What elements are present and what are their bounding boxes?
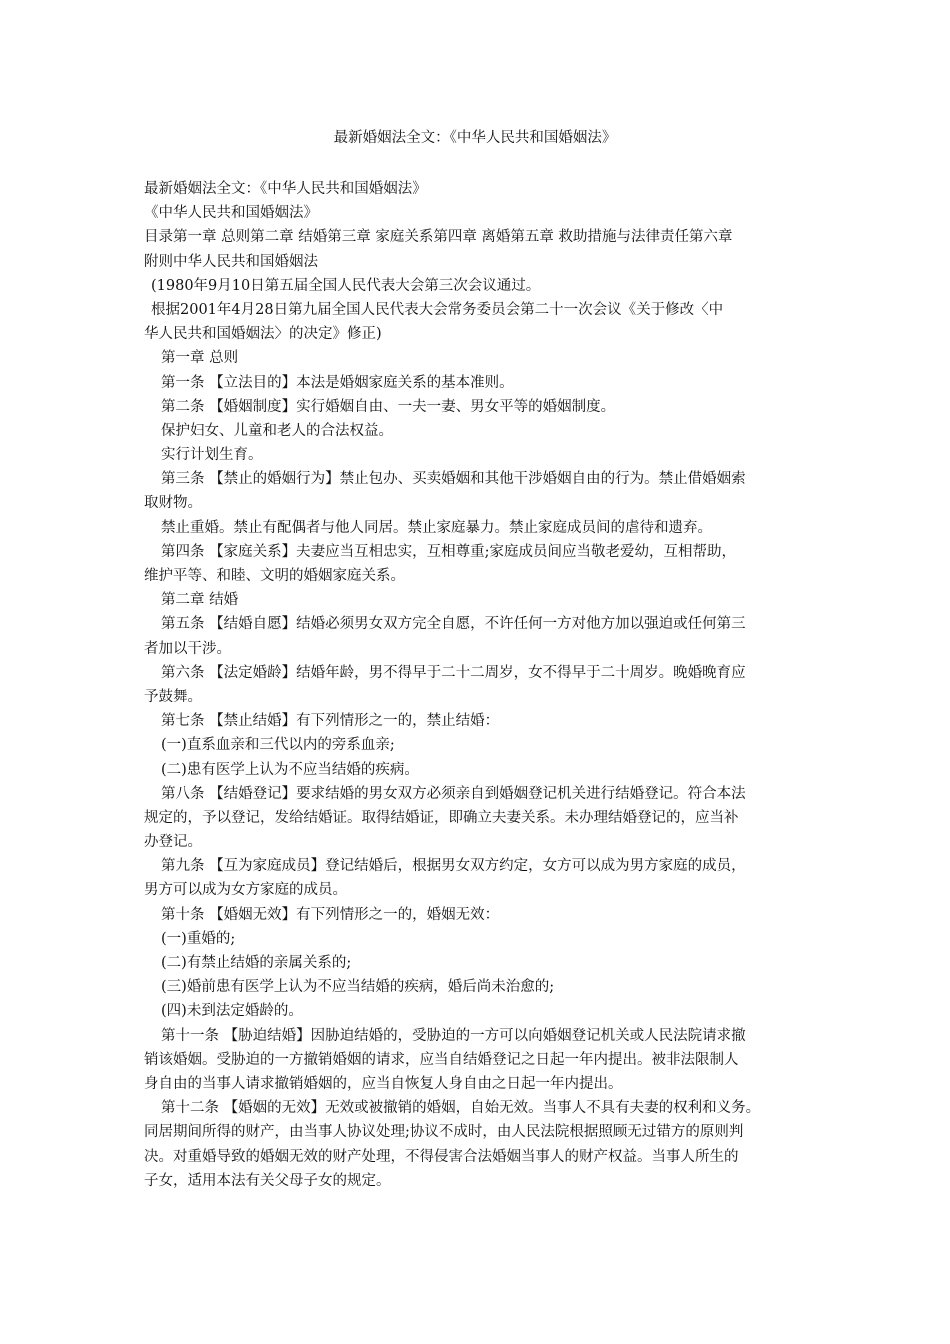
text-line: 身自由的当事人请求撤销婚姻的，应当自恢复人身自由之日起一年内提出。: [144, 1075, 623, 1092]
text-line: 禁止重婚。禁止有配偶者与他人同居。禁止家庭暴力。禁止家庭成员间的虐待和遗弃。: [161, 519, 712, 536]
text-line: (一)直系血亲和三代以内的旁系血亲;: [161, 737, 395, 754]
text-line: 第五条 【结婚自愿】结婚必须男女双方完全自愿，不许任何一方对他方加以强迫或任何第三: [161, 616, 746, 633]
text-line: (三)婚前患有医学上认为不应当结婚的疾病，婚后尚未治愈的;: [161, 979, 555, 996]
text-line: 《中华人民共和国婚姻法》: [144, 205, 318, 222]
text-line: 规定的，予以登记，发给结婚证。取得结婚证，即确立夫妻关系。未办理结婚登记的，应当补: [144, 809, 739, 826]
text-line: 实行计划生育。: [161, 447, 263, 464]
text-line: 第二章 结婚: [161, 592, 239, 609]
text-line: 第一章 总则: [161, 350, 239, 367]
text-line: 华人民共和国婚姻法〉的决定》修正): [144, 326, 382, 343]
text-line: 保护妇女、儿童和老人的合法权益。: [161, 422, 393, 439]
text-line: 最新婚姻法全文：《中华人民共和国婚姻法》: [144, 181, 427, 197]
text-line: 第九条 【互为家庭成员】登记结婚后，根据男女双方约定，女方可以成为男方家庭的成员，: [161, 858, 746, 875]
text-line: 决。对重婚导致的婚姻无效的财产处理，不得侵害合法婚姻当事人的财产权益。当事人所生的: [144, 1148, 739, 1165]
text-line: 子女，适用本法有关父母子女的规定。: [144, 1172, 391, 1189]
text-line: 第八条 【结婚登记】要求结婚的男女双方必须亲自到婚姻登记机关进行结婚登记。符合本法: [161, 785, 746, 802]
text-line: 办登记。: [144, 834, 202, 851]
text-line: 附则中华人民共和国婚姻法: [144, 253, 318, 270]
text-line: 者加以干涉。: [144, 640, 231, 657]
text-line: (二)有禁止结婚的亲属关系的;: [161, 955, 352, 971]
text-line: 第二条 【婚姻制度】实行婚姻自由、一夫一妻、男女平等的婚姻制度。: [161, 398, 616, 415]
text-line: 维护平等、和睦、文明的婚姻家庭关系。: [144, 568, 405, 584]
text-line: 第十一条 【胁迫结婚】因胁迫结婚的，受胁迫的一方可以向婚姻登记机关或人民法院请求撤: [161, 1027, 746, 1044]
text-line: 第三条 【禁止的婚姻行为】禁止包办、买卖婚姻和其他干涉婚姻自由的行为。禁止借婚姻索: [161, 471, 746, 488]
text-line: 取财物。: [144, 495, 202, 512]
text-line: 销该婚姻。受胁迫的一方撤销婚姻的请求，应当自结婚登记之日起一年内提出。被非法限制人: [144, 1051, 739, 1068]
text-line: (一)重婚的;: [161, 930, 236, 947]
text-line: (1980年9月10日第五届全国人民代表大会第三次会议通过。: [151, 277, 541, 294]
text-line: 男方可以成为女方家庭的成员。: [144, 882, 347, 899]
text-line: 第四条 【家庭关系】夫妻应当互相忠实，互相尊重;家庭成员间应当敬老爱幼，互相帮助，: [161, 543, 736, 560]
text-line: 第六条 【法定婚龄】结婚年龄，男不得早于二十二周岁，女不得早于二十周岁。晚婚晚育应: [161, 664, 746, 681]
text-line: (二)患有医学上认为不应当结婚的疾病。: [161, 761, 419, 778]
text-line: 第十二条 【婚姻的无效】无效或被撤销的婚姻，自始无效。当事人不具有夫妻的权利和义务。: [161, 1100, 761, 1117]
text-line: 第一条 【立法目的】本法是婚姻家庭关系的基本准则。: [161, 374, 514, 391]
text-line: 同居期间所得的财产，由当事人协议处理;协议不成时，由人民法院根据照顾无过错方的原则判: [144, 1124, 744, 1141]
text-line: (四)未到法定婚龄的。: [161, 1003, 303, 1020]
text-line: 予鼓舞。: [144, 688, 202, 705]
text-line: 第十条 【婚姻无效】有下列情形之一的，婚姻无效：: [161, 906, 500, 923]
text-line: 目录第一章 总则第二章 结婚第三章 家庭关系第四章 离婚第五章 救助措施与法律责任第六章: [144, 229, 733, 246]
text-line: 第七条 【禁止结婚】有下列情形之一的，禁止结婚：: [161, 713, 500, 730]
document-body: [144, 177, 826, 1193]
text-line: 根据2001年4月28日第九届全国人民代表大会常务委员会第二十一次会议《关于修改〈中: [151, 301, 724, 318]
document-title: 最新婚姻法全文：《中华人民共和国婚姻法》: [333, 130, 617, 146]
